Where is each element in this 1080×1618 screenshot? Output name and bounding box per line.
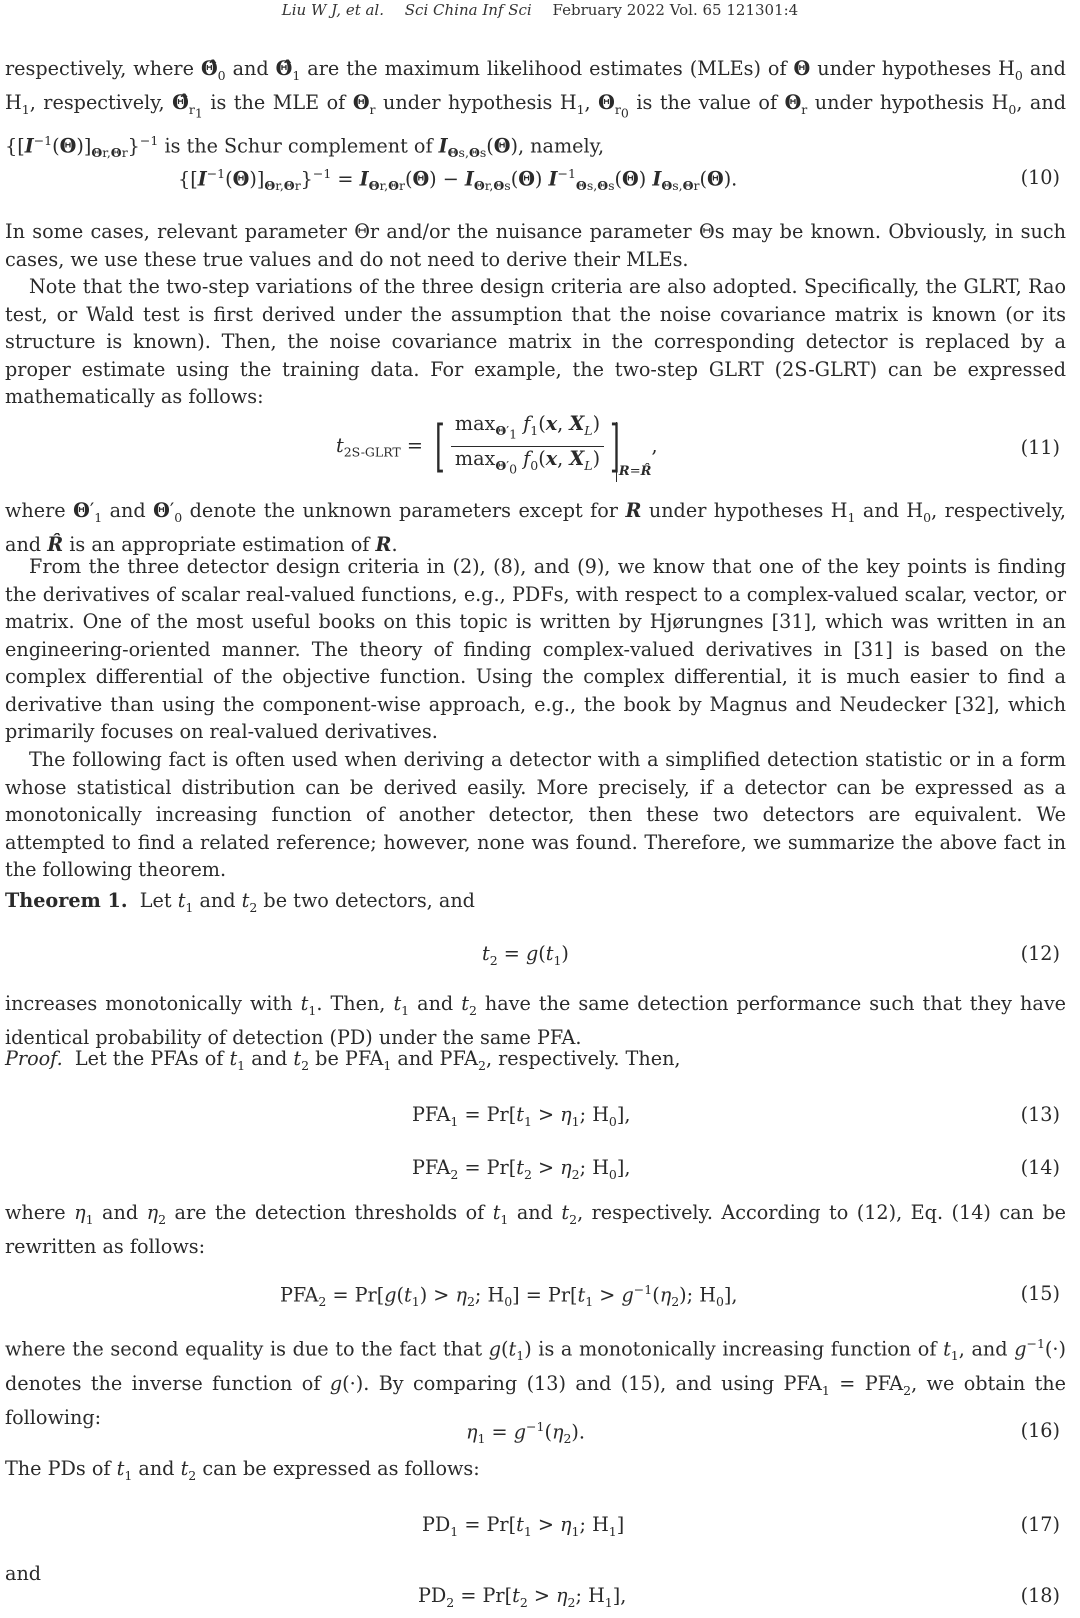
- equation-13: $PFA_1 = Pr[t_1 > \eta_1$; $H_0$], (13): [412, 1103, 1060, 1129]
- header-issue: February 2022 Vol. 65 121301:4: [552, 1, 799, 19]
- equation-number: (12): [1020, 942, 1060, 965]
- paragraph-inverse-function: where the second equality is due to the fact that $g(t_1)$ is a monotonically increasing function of $t_1$, and $g^{-1}(\cdot)$ denotes the inverse function of g(·). By comparing (13) and (15), and using $PFA_1 = PFA_2$, we obtain the following:: [5, 1336, 1067, 1430]
- equation-17: $PD_1 = Pr[t_1 > \eta_1$; $H_1$] (17): [422, 1513, 1060, 1539]
- header-journal: Sci China Inf Sci: [404, 1, 532, 19]
- equation-11: $t_{2S-GLRT}$ = [ $\frac{\max_{\Theta'_1} f_1(x, X_L)}{\max_{\Theta'_0} f_0(x, X_L)}$ ] R=R̂, (11): [0, 412, 1066, 486]
- equation-number: (17): [1020, 1513, 1060, 1536]
- paragraph-thresholds: where $\eta_1$ and $\eta_2$ are the detection thresholds of $t_1$ and $t_2$, respectively. According to (12), Eq. (14) can be rewritten as follows:: [5, 1201, 1067, 1259]
- paragraph-unknown-params: where $\Theta'_1$ and $\Theta'_0$ denote the unknown parameters except for R under hypotheses $H_1$ and $H_0$, respectively, and R̂ is an appropriate estimation of R.: [5, 499, 1066, 557]
- paragraph-mle-definitions: respectively, where $\Thetâ_0$ and $\Thetâ_1$ are the maximum likelihood estimates (MLEs) of Θ under hypotheses $H_0$ and $H_1$, respectively, $\Thetâ_{r_1}$ is the MLE of $\Theta_r$ under hypothesis $H_1$, $\Theta_{r_0}$ is the value of $\Theta_r$ under hypothesis $H_0$, and $\{[I^{-1}(\Theta)]_{\Theta r,\Theta r}\}^{-1}$ is the Schur complement of $I_{\Theta s,\Theta s}(\Theta)$, namely,: [5, 57, 1066, 161]
- equation-10: $\{[I^{-1}(\Theta)]_{\Theta r,\Theta r}\}^{-1} = I_{\Theta r,\Theta r}(\Theta) - I_{\Theta r,\Theta s}(\Theta)$ $I^{-1}_{\Theta s,\Theta s}(\Theta)$ $I_{\Theta s,\Theta r}(\Theta)$. (10): [178, 166, 1060, 194]
- equation-12: $t_2 = g(t_1)$ (12): [482, 942, 1060, 968]
- theorem-text: Let $t_1$ and $t_2$ be two detectors, and: [139, 889, 475, 915]
- paragraph-theorem-conclusion: increases monotonically with $t_1$. Then, $t_1$ and $t_2$ have the same detection performance such that they have identical probability of detection (PD) under the same PFA.: [5, 992, 1067, 1050]
- theorem-label: Theorem 1.: [5, 889, 128, 912]
- equation-number: (10): [1020, 166, 1060, 189]
- equation-number: (16): [1020, 1419, 1060, 1442]
- paragraph-two-step: Note that the two-step variations of the three design criteria are also adopted. Specifically, the GLRT, Rao test, or Wald test is first derived under the assumption that the noise covariance matrix is known (or its structure is known). Then, the noise covariance matrix in the corresponding detector is replaced by a proper estimate using the training data. For example, the two-step GLRT (2S-GLRT) can be expressed mathematically as follows:: [5, 275, 1066, 408]
- proof-start: Proof. Let the PFAs of $t_1$ and $t_2$ be $PFA_1$ and $PFA_2$, respectively. Then,: [5, 1047, 681, 1073]
- equation-16: $\eta_1 = g^{-1}(\eta_2)$. (16): [466, 1419, 1060, 1447]
- equation-number: (18): [1020, 1584, 1060, 1607]
- header-authors: Liu W J, et al.: [281, 1, 384, 19]
- running-header: [0, 0, 1080, 26]
- equation-15: $PFA_2 = Pr[g(t_1) > \eta_2$; $H_0] = Pr[t_1 > g^{-1}(\eta_2)$; $H_0$], (15): [280, 1282, 1060, 1310]
- connector-and: and: [5, 1562, 42, 1585]
- equation-number: (11): [1020, 436, 1060, 459]
- equation-number: (15): [1020, 1282, 1060, 1305]
- equation-14: $PFA_2 = Pr[t_2 > \eta_2$; $H_0$], (14): [412, 1156, 1060, 1182]
- equation-18: $PD_2 = Pr[t_2 > \eta_2$; $H_1$], (18): [418, 1584, 1060, 1610]
- paragraph-monotonic-fact: The following fact is often used when deriving a detector with a simplified detection statistic or in a form whose statistical distribution can be derived easily. More precisely, if a detector can be expressed as a monotonically increasing function of another detector, then these two detectors are equivalent. We attempted to find a related reference; however, none was found. Therefore, we summarize the above fact in the following theorem.: [5, 748, 1066, 881]
- proof-label: Proof.: [5, 1047, 63, 1070]
- paragraph-derivatives: From the three detector design criteria in (2), (8), and (9), we know that one of the key points is finding the derivatives of scalar real-valued functions, e.g., PDFs, with respect to a complex-valued scalar, vector, or matrix. One of the most useful books on this topic is written by Hjørungnes [31], which was written in an engineering-oriented manner. The theory of finding complex-valued derivatives in [31] is based on the complex differential of the objective function. Using the complex differential, it is much easier to find a derivative than using the component-wise approach, e.g., the book by Magnus and Neudecker [32], which primarily focuses on real-valued derivatives.: [5, 555, 1066, 743]
- equation-number: (14): [1020, 1156, 1060, 1179]
- equation-number: (13): [1020, 1103, 1060, 1126]
- theorem-1: [5, 887, 1066, 921]
- paragraph-pd-intro: The PDs of $t_1$ and $t_2$ can be expressed as follows:: [5, 1457, 480, 1483]
- paragraph-known-parameters: In some cases, relevant parameter Θr and/or the nuisance parameter Θs may be known. Obviously, in such cases, we use these true values and do not need to derive their MLEs.: [5, 220, 1066, 271]
